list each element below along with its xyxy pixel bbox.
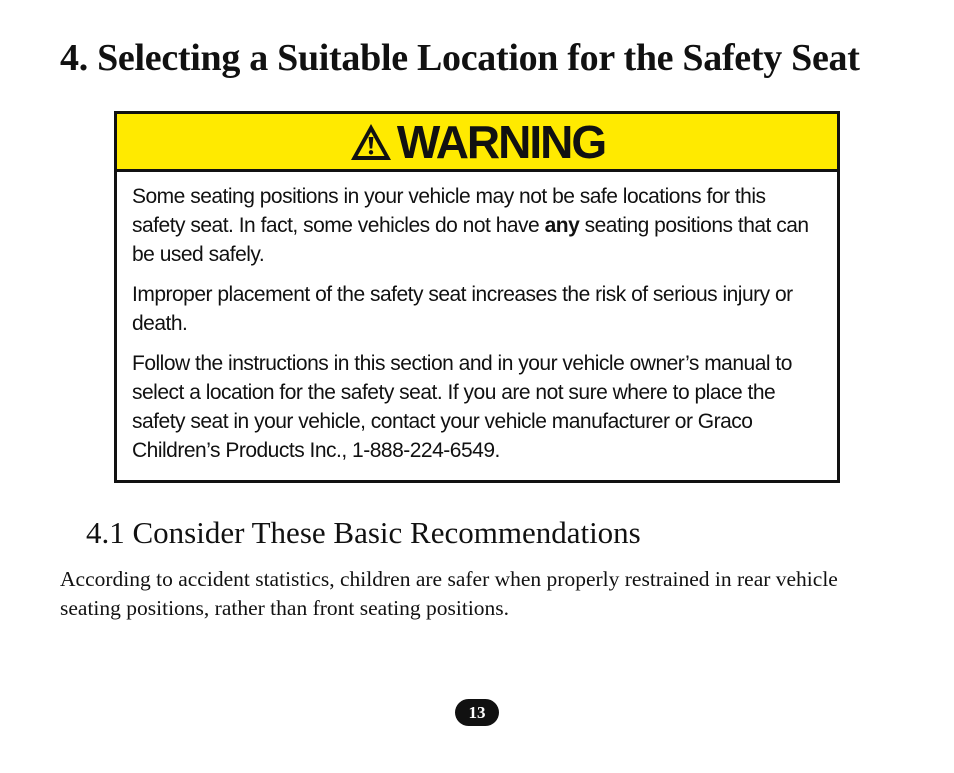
warning-emphasis-any: any	[544, 214, 580, 237]
page-title: 4. Selecting a Suitable Location for the Safety Seat	[60, 37, 860, 79]
warning-header	[117, 114, 837, 172]
warning-body	[117, 172, 837, 465]
warning-triangle-icon	[349, 122, 393, 162]
warning-title: WARNING	[396, 115, 606, 168]
warning-paragraph-1-text-end: seating positions that can be used safely.	[132, 214, 809, 266]
page-number-badge: 13	[455, 699, 499, 726]
section-heading: 4.1 Consider These Basic Recommendations	[86, 515, 641, 550]
warning-paragraph-1-text: Some seating positions in your vehicle may not be safe locations for this safety seat. In fact, some vehicles do not have	[132, 185, 766, 237]
warning-header-content	[349, 117, 605, 167]
section-body-text: According to accident statistics, children are safer when properly restrained in rear vehicle seating positions, rather than front seating positions.	[60, 567, 838, 620]
warning-paragraph-3: Follow the instructions in this section and in your vehicle owner’s manual to select a location for the safety seat. If you are not sure where to place the safety seat in your vehicle, contact your vehicle manufacturer or Graco Children’s Products Inc., 1-888-224-6549.	[132, 352, 792, 462]
warning-paragraph-2: Improper placement of the safety seat increases the risk of serious injury or death.	[132, 283, 793, 335]
warning-paragraph-1	[132, 182, 819, 269]
warning-box	[114, 111, 840, 483]
